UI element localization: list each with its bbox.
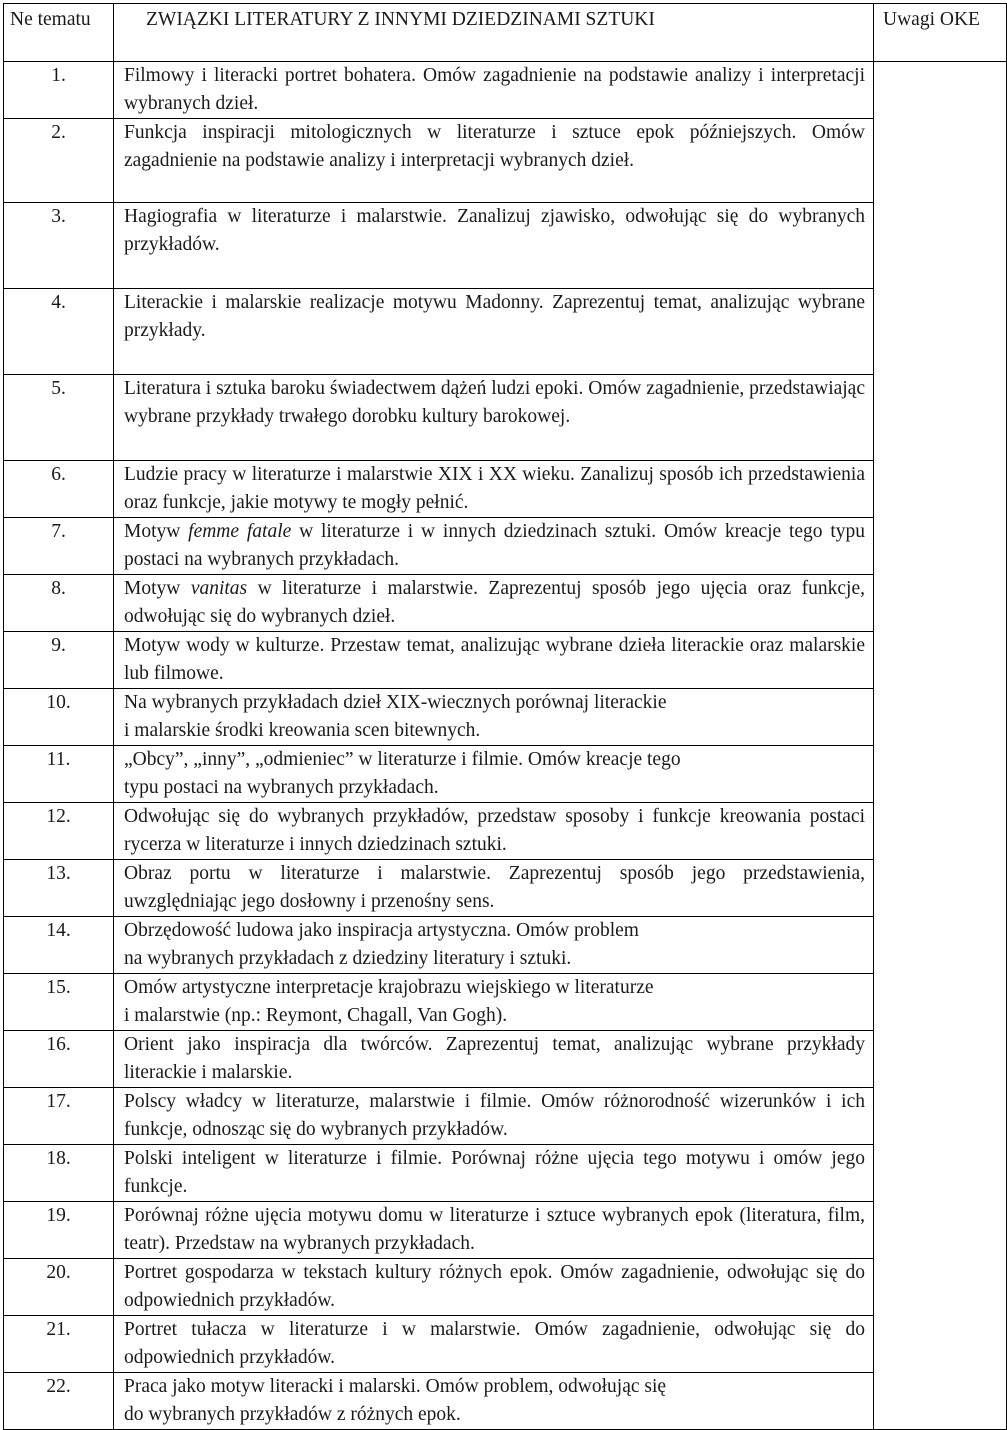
table-row — [4, 1031, 1007, 1088]
table-row — [4, 917, 1007, 974]
topic-text-line: i malarskie środki kreowania scen bitewnych. — [124, 720, 481, 741]
table-row — [4, 1373, 1007, 1430]
topic-text-line: Praca jako motyw literacki i malarski. Omów problem, odwołując się — [124, 1376, 667, 1397]
topic-text — [114, 917, 874, 974]
topic-text-start: Motyw — [124, 521, 189, 542]
topic-number: 9. — [4, 632, 114, 689]
topic-number: 13. — [4, 860, 114, 917]
topic-text-line: i malarstwie (np.: Reymont, Chagall, Van Gogh). — [124, 1005, 508, 1026]
topic-text: Portret gospodarza w tekstach kultury różnych epok. Omów zagadnienie, odwołując się do odpowiednich przykładów. — [114, 1259, 874, 1316]
topic-text — [114, 689, 874, 746]
table-row — [4, 1145, 1007, 1202]
table-row — [4, 289, 1007, 375]
topic-text: Hagiografia w literaturze i malarstwie. Zanalizuj zjawisko, odwołując się do wybranych przykładów. — [114, 203, 874, 289]
topic-number: 6. — [4, 461, 114, 518]
topics-table — [3, 3, 1007, 1430]
topic-text-end: w literaturze i w innych dziedzinach sztuki. Omów kreacje tego typu postaci na wybranych przykładach. — [124, 521, 865, 570]
topic-text: Obraz portu w literaturze i malarstwie. Zaprezentuj sposób jego przedstawienia, uwzględniając jego dosłowny i przenośny sens. — [114, 860, 874, 917]
table-row — [4, 1316, 1007, 1373]
topic-number: 12. — [4, 803, 114, 860]
topic-text-italic: vanitas — [190, 578, 248, 599]
topic-text: Literackie i malarskie realizacje motywu Madonny. Zaprezentuj temat, analizując wybrane przykłady. — [114, 289, 874, 375]
topic-text: Orient jako inspiracja dla twórców. Zaprezentuj temat, analizując wybrane przykłady literackie i malarskie. — [114, 1031, 874, 1088]
table-row — [4, 746, 1007, 803]
table-row — [4, 1088, 1007, 1145]
table-row — [4, 1259, 1007, 1316]
table-row — [4, 860, 1007, 917]
topic-text-end: w literaturze i malarstwie. Zaprezentuj sposób jego ujęcia oraz funkcje, odwołując się do wybranych dzieł. — [124, 578, 866, 627]
notes-cell — [874, 62, 1007, 1430]
topic-number: 22. — [4, 1373, 114, 1430]
document-page — [3, 3, 980, 1430]
topic-text: Portret tułacza w literaturze i w malarstwie. Omów zagadnienie, odwołując się do odpowiednich przykładów. — [114, 1316, 874, 1373]
topic-text: Funkcja inspiracji mitologicznych w literaturze i sztuce epok późniejszych. Omów zagadnienie na podstawie analizy i interpretacji wybranych dzieł. — [114, 119, 874, 203]
topic-text — [114, 1373, 874, 1430]
topic-number: 1. — [4, 62, 114, 119]
topic-number: 2. — [4, 119, 114, 203]
topic-text: Polscy władcy w literaturze, malarstwie i filmie. Omów różnorodność wizerunków i ich funkcje, odnosząc się do wybranych przykładów. — [114, 1088, 874, 1145]
topic-text — [114, 518, 874, 575]
topic-number: 21. — [4, 1316, 114, 1373]
topic-number: 16. — [4, 1031, 114, 1088]
topic-text-line: do wybranych przykładów z różnych epok. — [124, 1404, 461, 1425]
topic-text-line: na wybranych przykładach z dziedziny literatury i sztuki. — [124, 948, 572, 969]
table-header-row — [4, 4, 1007, 62]
table-row — [4, 689, 1007, 746]
topic-number: 8. — [4, 575, 114, 632]
topic-text: Odwołując się do wybranych przykładów, przedstaw sposoby i funkcje kreowania postaci rycerza w literaturze i innych dziedzinach sztuki. — [114, 803, 874, 860]
topic-text-line: typu postaci na wybranych przykładach. — [124, 777, 439, 798]
topic-number: 15. — [4, 974, 114, 1031]
topic-text-line: Obrzędowość ludowa jako inspiracja artystyczna. Omów problem — [124, 920, 639, 941]
topic-number: 17. — [4, 1088, 114, 1145]
topic-number: 19. — [4, 1202, 114, 1259]
topic-number: 10. — [4, 689, 114, 746]
table-row — [4, 62, 1007, 119]
table-row — [4, 1202, 1007, 1259]
topic-text: Motyw wody w kulturze. Przestaw temat, analizując wybrane dzieła literackie oraz malarskie lub filmowe. — [114, 632, 874, 689]
topic-number: 11. — [4, 746, 114, 803]
section-title: ZWIĄZKI LITERATURY Z INNYMI DZIEDZINAMI SZTUKI — [114, 4, 874, 62]
topic-text-start: Motyw — [124, 578, 191, 599]
table-row — [4, 803, 1007, 860]
topic-text-italic: femme fatale — [188, 521, 292, 542]
topic-text: Porównaj różne ujęcia motywu domu w literaturze i sztuce wybranych epok (literatura, film, teatr). Przedstaw na wybranych przykładach. — [114, 1202, 874, 1259]
topic-text: Polski inteligent w literaturze i filmie. Porównaj różne ujęcia tego motywu i omów jego funkcje. — [114, 1145, 874, 1202]
table-row — [4, 461, 1007, 518]
table-row — [4, 203, 1007, 289]
table-row — [4, 632, 1007, 689]
topic-number: 14. — [4, 917, 114, 974]
topic-text: Filmowy i literacki portret bohatera. Omów zagadnienie na podstawie analizy i interpretacji wybranych dzieł. — [114, 62, 874, 119]
table-row — [4, 575, 1007, 632]
table-row — [4, 375, 1007, 461]
topic-text — [114, 746, 874, 803]
topic-text-line: Na wybranych przykładach dzieł XIX-wiecznych porównaj literackie — [124, 692, 667, 713]
table-row — [4, 974, 1007, 1031]
topic-text: Literatura i sztuka baroku świadectwem dążeń ludzi epoki. Omów zagadnienie, przedstawiając wybrane przykłady trwałego dorobku kultury barokowej. — [114, 375, 874, 461]
header-number-label: Ne tematu — [4, 4, 114, 62]
topic-number: 20. — [4, 1259, 114, 1316]
table-row — [4, 119, 1007, 203]
table-row — [4, 518, 1007, 575]
topic-number: 7. — [4, 518, 114, 575]
topic-number: 3. — [4, 203, 114, 289]
topic-text-line: „Obcy”, „inny”, „odmieniec” w literaturze i filmie. Omów kreacje tego — [124, 749, 681, 770]
topic-text — [114, 575, 874, 632]
topic-text: Ludzie pracy w literaturze i malarstwie XIX i XX wieku. Zanalizuj sposób ich przedstawienia oraz funkcje, jakie motywy te mogły pełnić. — [114, 461, 874, 518]
topic-number: 18. — [4, 1145, 114, 1202]
topic-number: 4. — [4, 289, 114, 375]
header-notes-label: Uwagi OKE — [874, 4, 1007, 62]
topic-number: 5. — [4, 375, 114, 461]
topic-text-line: Omów artystyczne interpretacje krajobrazu wiejskiego w literaturze — [124, 977, 654, 998]
topic-text — [114, 974, 874, 1031]
